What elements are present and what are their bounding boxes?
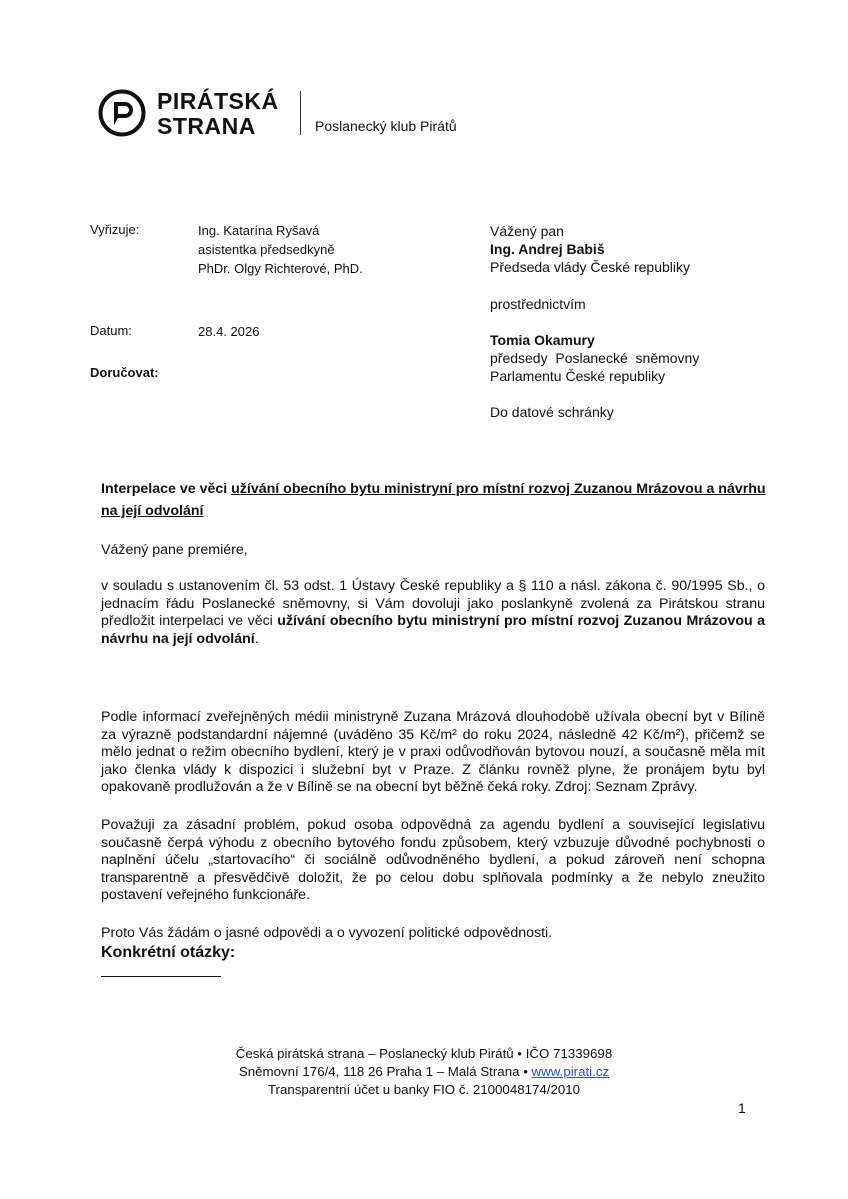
header-divider: [300, 91, 301, 135]
questions-heading: Konkrétní otázky:: [101, 944, 236, 961]
questions-underline: [101, 976, 221, 977]
recipient-via: prostřednictvím: [490, 296, 586, 312]
handler-role: asistentka předsedkyně: [198, 242, 335, 257]
paragraph-2: Považuji za zásadní problém, pokud osoba odpovědná za agendu bydlení a související legislativu současně čerpá výhodu z obecního bytového fondu způsobem, který vzbuzuje důvodné pochybnosti o naplnění účelu „startovacího“ či sociálně odůvodněného bydlení, a pokud zároveň není schopna transparentně a přesvědčivě doložit, že po celou dobu splňovala podmínky a že nebylo zneužito postavení veřejného funkcionáře.: [101, 817, 765, 904]
via-position: předsedy Poslanecké sněmovny: [490, 350, 700, 366]
paragraph-3: Proto Vás žádám o jasné odpovědi a o vyvození politické odpovědnosti.: [101, 925, 553, 941]
via-name: Tomia Okamury: [490, 332, 595, 348]
website-link[interactable]: www.pirati.cz: [531, 1064, 610, 1079]
footer: [0, 1045, 848, 1099]
delivery-method: Do datové schránky: [490, 404, 614, 420]
footer-line-3: Transparentní účet u banky FIO č. 2100048174/2010: [267, 1082, 581, 1097]
intro-end: .: [254, 630, 259, 647]
handler-name: Ing. Katarína Ryšavá: [198, 223, 320, 238]
club-name: Poslanecký klub Pirátů: [315, 118, 457, 134]
deliver-label: Doručovat:: [90, 365, 159, 380]
recipient-name: Ing. Andrej Babiš: [490, 241, 605, 257]
title-prefix: Interpelace ve věci: [101, 481, 232, 497]
handler-label: Vyřizuje:: [90, 222, 140, 237]
recipient-position: Předseda vlády České republiky: [490, 259, 690, 275]
via-position-2: Parlamentu České republiky: [490, 368, 666, 384]
interpellation-title: [101, 478, 771, 522]
intro-bold: užívání obecního bytu ministryní pro místní rozvoj Zuzanou Mrázovou a návrhu na její odvolání: [101, 613, 765, 647]
intro-text: v souladu s ustanovením čl. 53 odst. 1 Ústavy České republiky a § 110 a násl. zákona č. 90/1995 Sb., o jednacím řádu Poslanecké sněmovny, si Vám dovoluji jako poslankyně zvolená za Pirátskou stranu předložit interpelaci ve věci: [101, 578, 765, 630]
recipient-salutation: Vážený pan: [490, 223, 564, 239]
footer-address: Sněmovní 176/4, 118 26 Praha 1 – Malá Strana •: [238, 1064, 532, 1079]
logo-text-line2: STRANA: [157, 113, 256, 139]
title-subject: užívání obecního bytu ministryní pro místní rozvoj Zuzanou Mrázovou a návrhu na její odvolání: [101, 481, 766, 519]
date-value: 28.4. 2026: [198, 324, 260, 339]
intro-paragraph: [101, 578, 765, 648]
footer-line-1: Česká pirátská strana – Poslanecký klub Pirátů • IČO 71339698: [235, 1046, 613, 1061]
pirate-logo-icon: [98, 89, 146, 137]
footer-line-2: [0, 1063, 848, 1081]
date-label: Datum:: [90, 323, 132, 338]
logo-text-line1: PIRÁTSKÁ: [157, 88, 279, 114]
handler-role-2: PhDr. Olgy Richterové, PhD.: [198, 261, 363, 276]
page-number: 1: [738, 1100, 746, 1116]
greeting: Vážený pane premiére,: [101, 542, 248, 558]
paragraph-1: Podle informací zveřejněných médii ministryně Zuzana Mrázová dlouhodobě užívala obecní byt v Bílině za výrazně podstandardní nájemné (uváděno 35 Kč/m² do roku 2024, následně 42 Kč/m²), přičemž se mělo jednat o režim obecního bydlení, který je v praxi odůvodňován bytovou nouzí, a současně měla mít jako členka vlády k dispozici i služební byt v Praze. Z článku rovněž plyne, že pronájem bytu byl opakovaně prodlužován a že v Bílině se na obecní byt běžně čeká roky. Zdroj: Seznam Zprávy.: [101, 709, 765, 796]
